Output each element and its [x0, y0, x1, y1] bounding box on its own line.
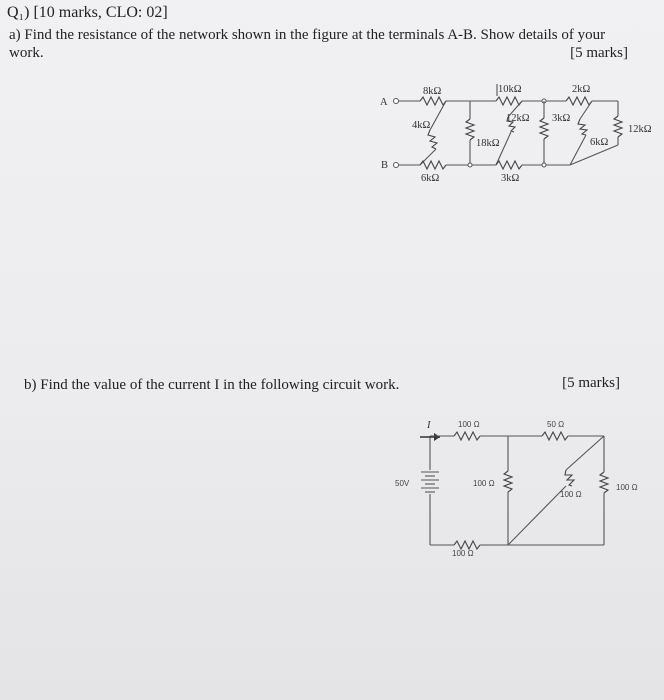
- resistor-mid-vertical: [504, 471, 512, 492]
- battery-50v: [421, 472, 439, 492]
- source-label: 50V: [395, 479, 410, 488]
- part-b-text: b) Find the value of the current I in the following circuit work.: [24, 377, 400, 393]
- label-top-left: 100 Ω: [458, 420, 480, 429]
- part-a-marks: [5 marks]: [570, 45, 628, 61]
- part-b-marks: [5 marks]: [562, 375, 620, 391]
- terminal-a-label: A: [380, 97, 388, 108]
- part-a-text-line1: a) Find the resistance of the network shown in the figure at the terminals A-B. Show details of your: [9, 27, 606, 43]
- resistor-diagonal: [565, 470, 574, 486]
- label-diag: 100 Ω: [560, 490, 582, 499]
- resistor-top-right: [542, 432, 568, 440]
- label-2k: 2kΩ: [572, 84, 591, 95]
- label-12k-right: 12kΩ: [628, 124, 652, 135]
- label-8k: 8kΩ: [423, 86, 442, 97]
- label-bottom: 100 Ω: [452, 549, 474, 558]
- label-4k: 4kΩ: [412, 120, 431, 131]
- label-6k-right: 6kΩ: [590, 137, 609, 148]
- label-10k: 10kΩ: [498, 84, 522, 95]
- label-3k-bottom: 3kΩ: [501, 173, 520, 184]
- resistor-bottom: [454, 541, 480, 549]
- label-6k-bottom: 6kΩ: [421, 173, 440, 184]
- terminal-b-label: B: [381, 160, 389, 171]
- resistor-right-vertical: [600, 472, 608, 493]
- part-a-text-line2: work.: [9, 45, 44, 61]
- label-mid: 100 Ω: [473, 479, 495, 488]
- label-3k-mid: 3kΩ: [552, 113, 571, 124]
- label-12k-mid: 12kΩ: [506, 113, 530, 124]
- question-title: Q₁) [10 marks, CLO: 02]: [7, 4, 168, 21]
- label-right: 100 Ω: [616, 483, 638, 492]
- current-label: I: [427, 420, 431, 431]
- label-top-right: 50 Ω: [547, 420, 565, 429]
- label-18k: 18kΩ: [476, 138, 500, 149]
- resistor-top-left: [454, 432, 480, 440]
